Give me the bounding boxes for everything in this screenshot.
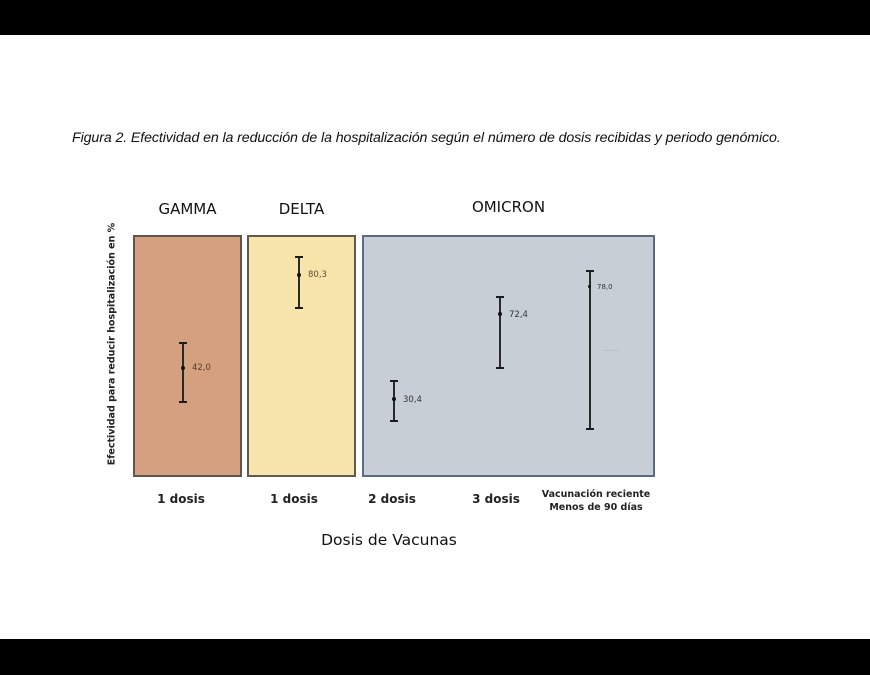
period-label-delta: DELTA — [278, 200, 325, 218]
x-tick-omicron-2-dosis: 2 dosis — [368, 492, 416, 506]
x-tick-gamma-1-dosis: 1 dosis — [157, 492, 205, 506]
period-label-gamma: GAMMA — [158, 200, 217, 218]
period-label-omicron: OMICRON — [471, 198, 546, 216]
x-tick-omicron-recent-line2: Menos de 90 días — [549, 502, 643, 513]
x-tick-omicron-recent — [542, 488, 651, 514]
faint-mark — [604, 350, 618, 351]
bottom-letterbox — [0, 639, 870, 675]
panel-delta — [247, 235, 356, 477]
point-omicron-3-dosis — [498, 312, 502, 316]
value-label-omicron-2-dosis: 30,4 — [403, 395, 422, 405]
x-tick-delta-1-dosis: 1 dosis — [270, 492, 318, 506]
x-tick-omicron-3-dosis: 3 dosis — [472, 492, 520, 506]
point-gamma-1-dosis — [181, 366, 185, 370]
point-omicron-recent — [588, 285, 591, 288]
x-tick-omicron-recent-line1: Vacunación reciente — [541, 489, 651, 500]
panel-omicron — [362, 235, 655, 477]
y-axis-label-text: Efectividad para reducir hospitalización en % — [106, 222, 118, 466]
value-label-gamma-1-dosis: 42,0 — [192, 363, 211, 373]
value-label-omicron-recent: 78,0 — [597, 283, 613, 291]
value-label-delta-1-dosis: 80,3 — [308, 270, 327, 280]
figure-caption: Figura 2. Efectividad en la reducción de la hospitalización según el número de dosis recibidas y periodo genómico. — [72, 130, 781, 146]
panel-gamma — [133, 235, 242, 477]
x-axis-label: Dosis de Vacunas — [321, 531, 457, 549]
point-delta-1-dosis — [297, 273, 301, 277]
value-label-omicron-3-dosis: 72,4 — [509, 310, 528, 320]
top-letterbox — [0, 0, 870, 35]
point-omicron-2-dosis — [392, 397, 396, 401]
